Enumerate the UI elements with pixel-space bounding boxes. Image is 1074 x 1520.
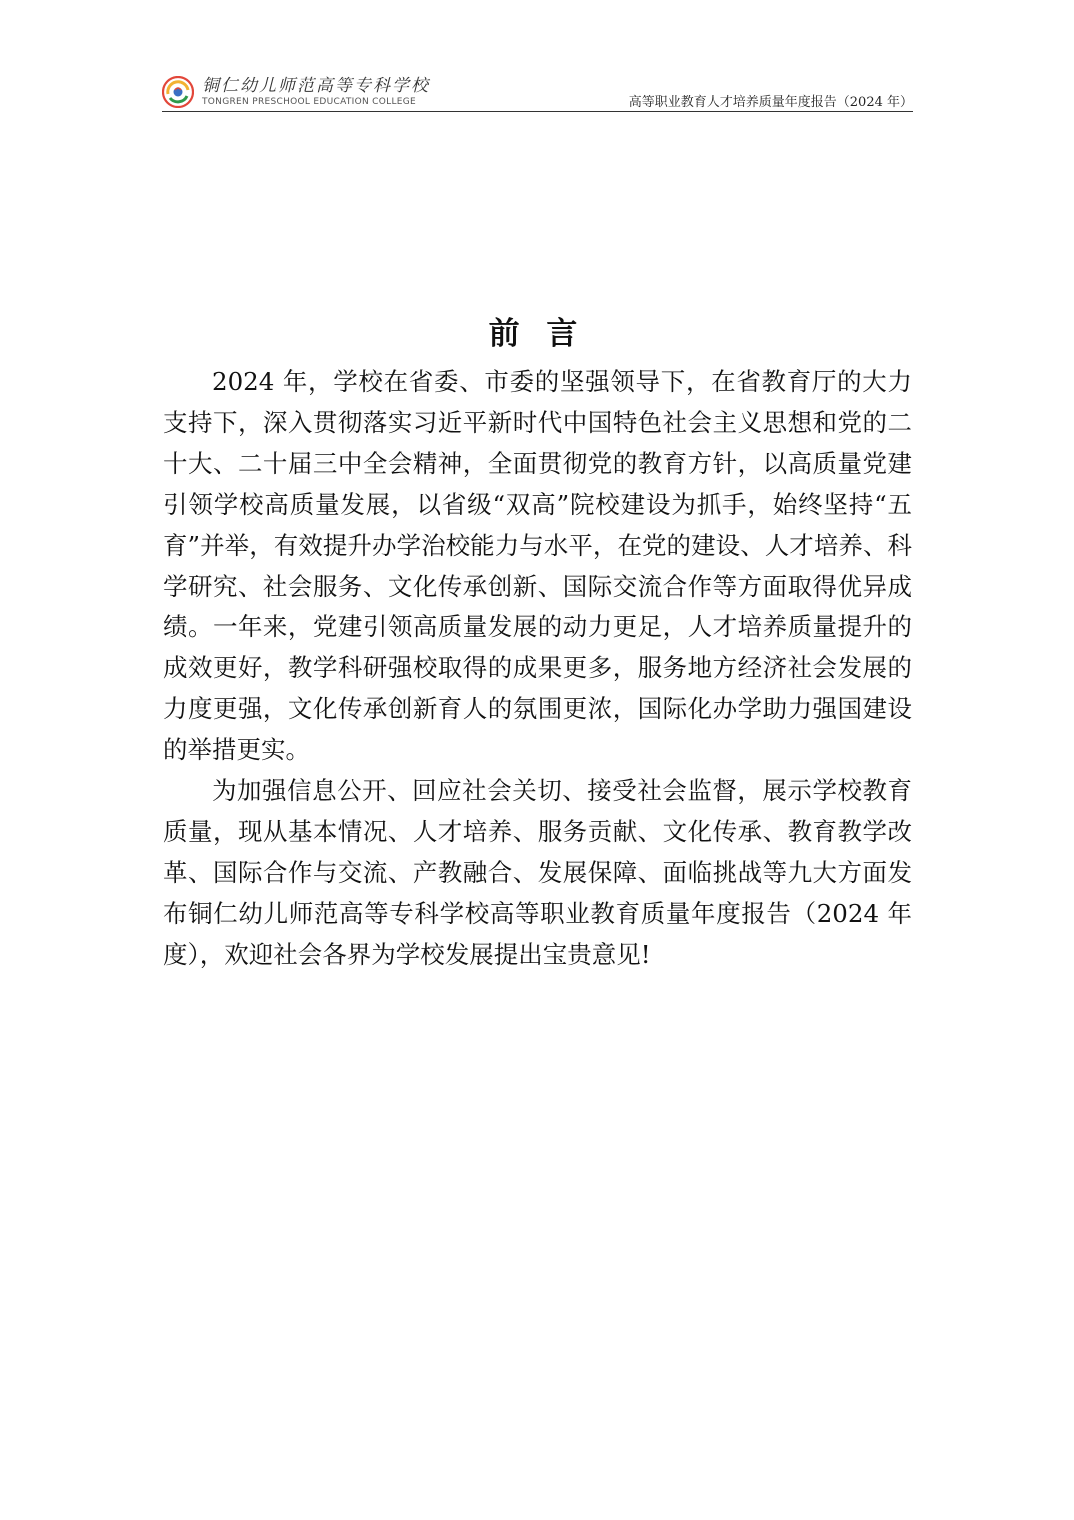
school-logo	[162, 76, 430, 108]
page-title: 前 言	[488, 316, 586, 352]
paragraph: 为加强信息公开、回应社会关切、接受社会监督，展示学校教育质量，现从基本情况、人才培养、服务贡献、文化传承、教育教学改革、国际合作与交流、产教融合、发展保障、面临挑战等九大方面发布铜仁幼儿师范高等专科学校高等职业教育质量年度报告（2024 年度），欢迎社会各界为学校发展提出宝贵意见!	[163, 776, 912, 969]
school-name	[202, 75, 430, 107]
report-title: 高等职业教育人才培养质量年度报告（2024 年）	[628, 95, 913, 110]
preface-body	[163, 362, 912, 976]
school-name-en: TONGREN PRESCHOOL EDUCATION COLLEGE	[202, 96, 417, 107]
page-header	[162, 74, 913, 112]
school-emblem-icon	[162, 76, 194, 108]
school-name-cn: 铜仁幼儿师范高等专科学校	[202, 75, 430, 96]
paragraph: 2024 年，学校在省委、市委的坚强领导下，在省教育厅的大力支持下，深入贯彻落实习近平新时代中国特色社会主义思想和党的二十大、二十届三中全会精神，全面贯彻党的教育方针，以高质量党建引领学校高质量发展，以省级“双高”院校建设为抓手，始终坚持“五育”并举，有效提升办学治校能力与水平，在党的建设、人才培养、科学研究、社会服务、文化传承创新、国际交流合作等方面取得优异成绩。一年来，党建引领高质量发展的动力更足，人才培养质量提升的成效更好，教学科研强校取得的成果更多，服务地方经济社会发展的力度更强，文化传承创新育人的氛围更浓，国际化办学助力强国建设的举措更实。	[163, 367, 912, 765]
